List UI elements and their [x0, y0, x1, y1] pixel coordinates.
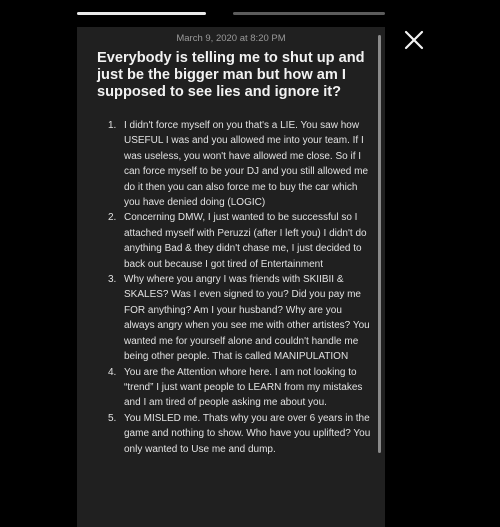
note-list [89, 118, 371, 457]
list-item-text: You MISLED me. Thats why you are over 6 years in the game and nothing to show. Who have you uplifted? You only wanted to Use me and dump. [124, 412, 371, 455]
list-item-number: 4. [108, 366, 117, 378]
list-item [89, 210, 371, 272]
list-item-text: I didn't force myself on you that's a LIE. You saw how USEFUL I was and you allowed me into your team. If I was useless, you won't have allowed me close. So if I can force myself to be your DJ and you still allowed me do it then you can also force me to buy the car which you have denied doing (LOGIC) [124, 120, 368, 209]
note-headline: Everybody is telling me to shut up and just be the bigger man but how am I supposed to see lies and ignore it? [97, 50, 365, 100]
list-item-text: Why where you angry I was friends with SKIIBII & SKALES? Was I even signed to you? Did you pay me FOR anything? Am I your husband? Why are you always angry when you see me with other artistes? You wanted me for yourself alone and couldn't handle me being other people. That is called MANIPULATION [124, 274, 370, 363]
story-progress-segment-viewed [77, 12, 206, 15]
scrollbar[interactable] [378, 35, 381, 453]
list-item-text: Concerning DMW, I just wanted to be successful so I attached myself with Peruzzi (after I left you) I didn't do anything Bad & they didn't chase me, I just decided to back out because I got tired of Entertainment [124, 212, 367, 270]
note-timestamp: March 9, 2020 at 8:20 PM [176, 33, 286, 44]
list-item [89, 411, 371, 457]
list-item [89, 118, 371, 210]
story-progress-segment-upcoming [233, 12, 385, 15]
story-card[interactable] [77, 27, 385, 527]
list-item-text: You are the Attention whore here. I am not looking to “trend” I just want people to LEARN from my mistakes and I am tired of people asking me about you. [124, 366, 363, 409]
list-item-number: 5. [108, 412, 117, 424]
list-item-number: 1. [108, 120, 117, 131]
list-item-number: 2. [108, 212, 117, 224]
list-item [89, 365, 371, 411]
list-item [89, 272, 371, 364]
list-item-number: 3. [108, 274, 117, 286]
close-icon[interactable] [403, 29, 425, 51]
